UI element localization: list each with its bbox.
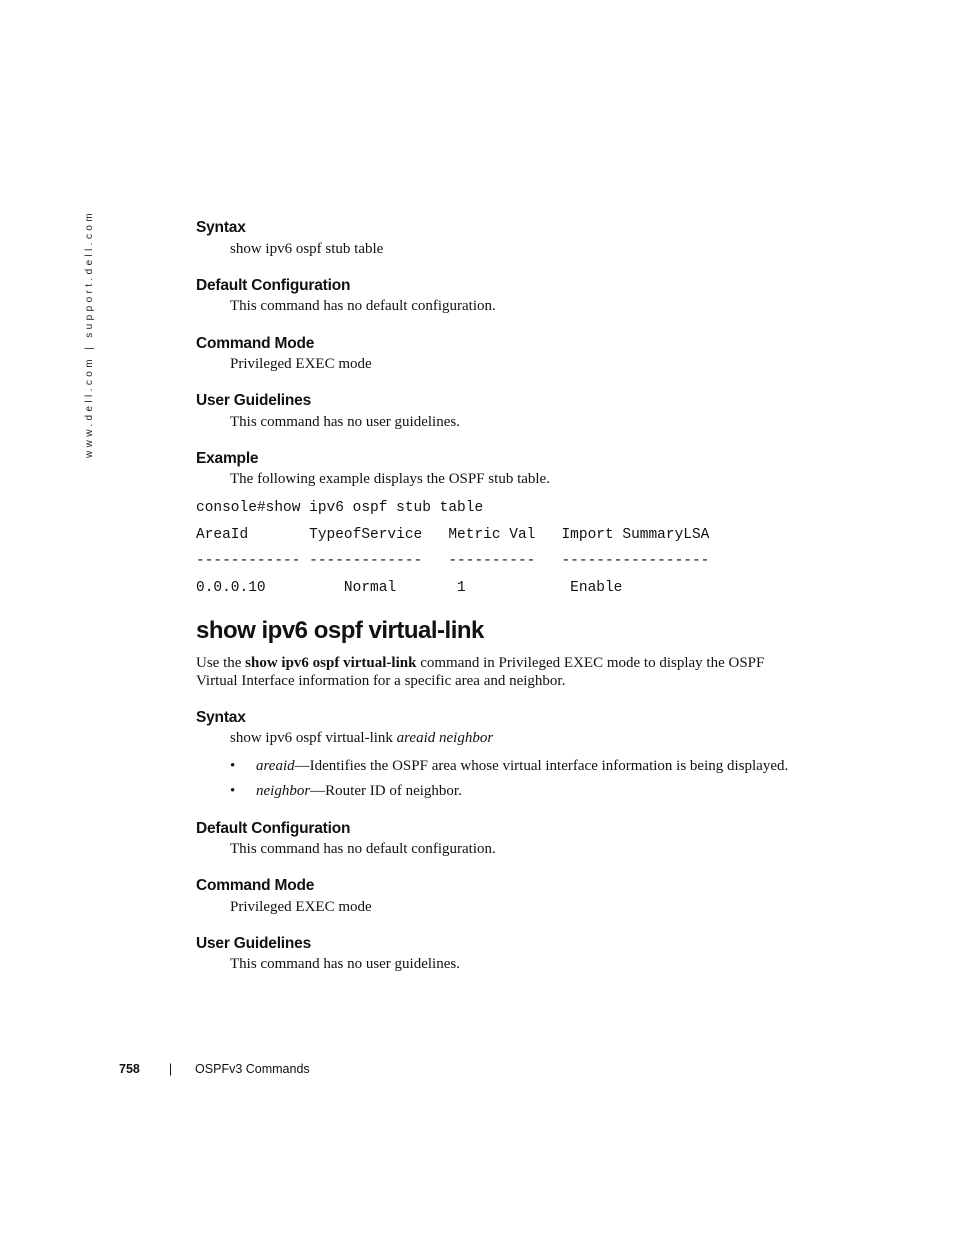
intro-suffix: command in Privileged EXEC mode to display the OSPF Virtual Interface information for a specific area and neighbor. <box>196 655 765 689</box>
vlink-syntax-heading: Syntax <box>196 709 246 726</box>
footer-section: OSPFv3 Commands <box>195 1062 310 1076</box>
example-heading: Example <box>196 450 259 467</box>
vlink-guidelines-heading: User Guidelines <box>196 935 312 952</box>
vlink-default-text: This command has no default configuration. <box>230 841 496 857</box>
user-guidelines-text: This command has no user guidelines. <box>230 414 460 430</box>
vlink-syntax-args: areaid neighbor <box>396 730 494 746</box>
vlink-mode-heading: Command Mode <box>196 877 315 894</box>
page-footer <box>119 1062 310 1076</box>
user-guidelines-heading: User Guidelines <box>196 392 312 409</box>
syntax-heading: Syntax <box>196 219 246 236</box>
command-mode-text: Privileged EXEC mode <box>230 356 372 372</box>
section-title: show ipv6 ospf virtual-link <box>196 617 484 644</box>
table-header: AreaId TypeofService Metric Val Import SummaryLSA <box>196 527 710 543</box>
footer-separator: | <box>168 1062 173 1076</box>
table-row: 0.0.0.10 Normal 1 Enable <box>196 580 623 596</box>
console-command: console#show ipv6 ospf stub table <box>196 500 484 516</box>
intro-command: show ipv6 ospf virtual-link <box>245 655 417 671</box>
vlink-syntax <box>230 730 493 747</box>
param-name: neighbor <box>256 783 311 799</box>
intro-paragraph <box>196 654 796 690</box>
param-name: areaid <box>256 758 295 774</box>
param-desc: —Identifies the OSPF area whose virtual interface information is being displayed. <box>294 758 789 774</box>
vlink-syntax-command: show ipv6 ospf virtual-link <box>230 730 393 746</box>
default-config-heading: Default Configuration <box>196 277 351 294</box>
vlink-guidelines-text: This command has no user guidelines. <box>230 956 460 972</box>
vlink-default-heading: Default Configuration <box>196 820 351 837</box>
vlink-mode-text: Privileged EXEC mode <box>230 899 372 915</box>
param-neighbor: • neighbor—Router ID of neighbor. <box>230 783 462 799</box>
default-config-text: This command has no default configuration. <box>230 298 496 314</box>
table-rule: ------------ ------------- ---------- ----------------- <box>196 553 710 569</box>
param-desc: —Router ID of neighbor. <box>310 783 462 799</box>
intro-prefix: Use the <box>196 655 246 671</box>
command-mode-heading: Command Mode <box>196 335 315 352</box>
side-url: www.dell.com | support.dell.com <box>84 209 95 458</box>
example-text: The following example displays the OSPF stub table. <box>230 471 550 487</box>
param-areaid: • areaid—Identifies the OSPF area whose virtual interface information is being displayed. <box>230 758 789 774</box>
page-number: 758 <box>119 1062 140 1076</box>
syntax-command: show ipv6 ospf stub table <box>230 241 384 257</box>
